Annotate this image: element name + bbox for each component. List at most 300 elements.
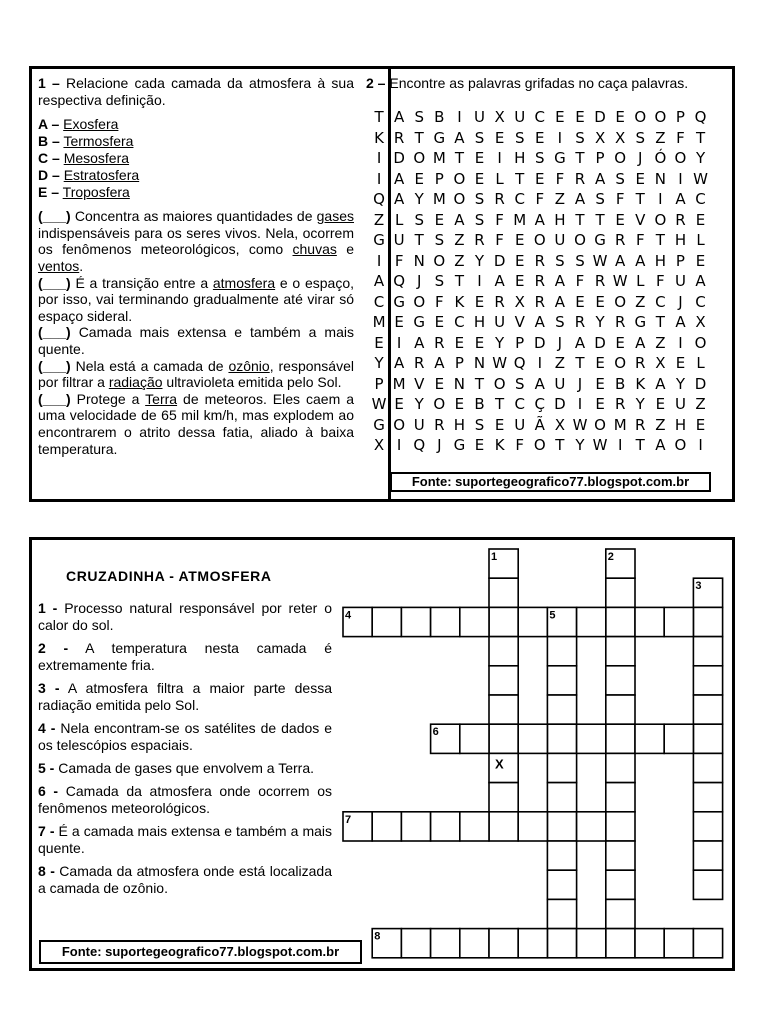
word-search-letter[interactable]: X [514,292,525,311]
word-search-letter[interactable]: O [433,251,446,270]
word-search-letter[interactable]: E [535,169,545,188]
word-search-letter[interactable]: U [494,313,506,331]
word-search-letter[interactable]: Q [373,190,385,208]
word-search-letter[interactable]: E [374,333,384,352]
word-search-letter[interactable]: F [676,128,685,147]
crossword-cell[interactable] [460,812,489,841]
word-search-letter[interactable]: S [474,415,485,434]
crossword-cell[interactable] [547,841,576,870]
word-search-letter[interactable]: T [575,210,585,229]
word-search-letter[interactable]: F [495,210,504,229]
word-search-letter[interactable]: A [534,374,545,393]
word-search-letter[interactable]: E [695,251,706,270]
word-search-letter[interactable]: A [695,272,706,290]
crossword-cell[interactable] [401,607,430,636]
word-search-letter[interactable]: O [453,169,466,188]
word-search-letter[interactable]: E [635,169,645,188]
crossword-cell[interactable] [547,666,576,695]
word-search-letter[interactable]: E [514,251,525,270]
crossword-cell[interactable] [606,753,635,782]
word-search-letter[interactable]: O [674,149,687,167]
word-search-letter[interactable]: U [514,108,526,126]
word-search-letter[interactable]: L [636,272,645,290]
word-search-letter[interactable]: H [654,251,666,270]
word-search-letter[interactable]: E [555,108,565,126]
word-search-letter[interactable]: Y [414,190,424,208]
word-search-letter[interactable]: C [695,190,706,208]
word-search-letter[interactable]: R [635,415,646,434]
word-search-letter[interactable]: D [493,251,506,270]
word-search-letter[interactable]: M [513,210,527,229]
word-search-letter[interactable]: S [414,108,424,126]
word-search-letter[interactable]: E [414,169,424,188]
word-search-letter[interactable]: E [675,354,686,372]
word-search-letter[interactable]: R [414,354,425,372]
word-search-letter[interactable]: M [372,313,386,331]
word-search-letter[interactable]: S [575,128,585,147]
crossword-cell[interactable] [489,578,518,607]
word-search-letter[interactable]: A [394,169,405,188]
word-search-letter[interactable]: A [554,272,566,290]
word-search-letter[interactable]: Q [413,436,426,454]
word-search-letter[interactable]: W [492,354,508,372]
word-search-letter[interactable]: A [655,436,666,454]
word-search-letter[interactable]: Ó [654,149,667,167]
word-search-letter[interactable]: E [695,210,706,229]
crossword-cell[interactable] [489,724,518,753]
crossword-cell[interactable] [489,666,518,695]
word-search-letter[interactable]: R [534,251,546,270]
word-search-letter[interactable]: T [575,354,585,372]
crossword-cell[interactable] [431,812,460,841]
word-search-letter[interactable]: J [638,149,643,167]
word-search-letter[interactable]: E [595,354,605,372]
word-search-letter[interactable]: R [494,190,505,208]
answer-blank[interactable]: (___) [38,357,71,374]
word-search-letter[interactable]: A [414,333,425,352]
word-search-letter[interactable]: I [537,354,543,372]
crossword-cell[interactable] [372,812,401,841]
word-search-letter[interactable]: O [614,149,627,167]
word-search-letter[interactable]: R [614,395,626,413]
word-search-letter[interactable]: E [434,313,445,331]
crossword-cell[interactable] [577,929,606,958]
crossword-cell[interactable] [693,695,722,724]
crossword-cell[interactable] [547,637,576,666]
word-search-letter[interactable]: X [655,354,666,372]
crossword-cell[interactable] [693,929,722,958]
word-search-letter[interactable]: L [696,354,705,372]
word-search-letter[interactable]: Z [554,354,566,372]
word-search-letter[interactable]: Y [675,374,686,393]
crossword-cell[interactable] [606,637,635,666]
word-search-letter[interactable]: V [635,210,646,229]
crossword-cell[interactable] [431,607,460,636]
word-search-letter[interactable]: J [577,374,583,393]
crossword-cell[interactable] [606,841,635,870]
word-search-letter[interactable]: T [374,108,384,126]
word-search-letter[interactable]: Z [373,210,385,229]
crossword-cell[interactable] [606,724,635,753]
word-search-letter[interactable]: I [698,436,703,454]
word-search-letter[interactable]: Y [374,354,384,372]
word-search-letter[interactable]: E [695,415,706,434]
word-search-letter[interactable]: R [574,313,586,331]
word-search-letter[interactable]: Z [655,128,666,147]
word-search-letter[interactable]: A [574,190,586,208]
word-search-letter[interactable]: Q [513,354,526,372]
word-search-letter[interactable]: I [497,149,502,167]
crossword-cell[interactable] [518,724,547,753]
word-search-letter[interactable]: X [494,108,505,126]
word-search-letter[interactable]: M [613,415,627,434]
word-search-letter[interactable]: I [376,149,382,167]
word-search-letter[interactable]: A [594,169,606,188]
word-search-letter[interactable]: T [515,169,525,188]
crossword-cell[interactable] [664,607,693,636]
word-search-letter[interactable]: W [572,415,588,434]
answer-blank[interactable]: (___) [38,390,71,407]
word-search-letter[interactable]: O [413,292,426,311]
word-search-letter[interactable]: E [535,128,545,147]
word-search-letter[interactable]: G [554,149,566,167]
word-search-letter[interactable]: P [454,354,464,372]
word-search-letter[interactable]: E [615,108,625,126]
crossword-cell[interactable] [489,695,518,724]
word-search-letter[interactable]: O [393,415,406,434]
word-search-letter[interactable]: I [376,251,382,270]
word-search-letter[interactable]: R [574,169,586,188]
word-search-letter[interactable]: E [394,313,404,331]
word-search-letter[interactable]: H [674,415,687,434]
word-search-letter[interactable]: K [494,436,505,454]
word-search-letter[interactable]: G [373,231,385,249]
word-search-letter[interactable]: K [454,292,465,311]
word-search-letter[interactable]: A [373,272,385,290]
crossword-cell[interactable] [547,812,576,841]
word-search-letter[interactable]: Ç [534,395,546,413]
word-search-letter[interactable]: S [514,374,525,393]
word-search-letter[interactable]: S [474,210,485,229]
word-search-letter[interactable]: N [654,169,666,188]
word-search-letter[interactable]: R [534,292,546,311]
word-search-letter[interactable]: G [594,231,606,249]
word-search-letter[interactable]: E [514,272,525,290]
word-search-letter[interactable]: J [678,292,683,311]
word-search-letter[interactable]: L [394,210,404,229]
word-search-letter[interactable]: E [454,395,465,413]
word-search-letter[interactable]: S [514,128,525,147]
word-search-letter[interactable]: D [694,374,707,393]
word-search-letter[interactable]: H [554,210,566,229]
word-search-letter[interactable]: A [675,190,686,208]
word-search-letter[interactable]: A [675,313,686,331]
word-search-letter[interactable]: P [515,333,525,352]
word-search-letter[interactable]: F [535,190,545,208]
word-search-letter[interactable]: E [474,292,485,311]
word-search-letter[interactable]: I [376,169,382,188]
word-search-letter[interactable]: O [694,333,707,352]
word-search-letter[interactable]: H [473,313,486,331]
word-search-letter[interactable]: I [617,436,623,454]
word-search-letter[interactable]: O [533,436,546,454]
word-search-letter[interactable]: X [695,313,706,331]
word-search-letter[interactable]: V [514,313,525,331]
answer-blank[interactable]: (___) [38,274,71,291]
word-search-letter[interactable]: I [678,333,683,352]
word-search-letter[interactable]: C [655,292,666,311]
answer-blank[interactable]: (___) [38,324,71,341]
word-search-letter[interactable]: N [413,251,425,270]
word-search-letter[interactable]: B [615,374,626,393]
crossword-cell[interactable] [547,783,576,812]
crossword-cell[interactable] [606,666,635,695]
crossword-cell[interactable] [547,929,576,958]
word-search-letter[interactable]: O [413,149,426,167]
word-search-letter[interactable]: K [635,374,646,393]
crossword-cell[interactable] [606,929,635,958]
word-search-letter[interactable]: T [454,272,464,290]
crossword-cell[interactable] [460,607,489,636]
word-search-letter[interactable]: Y [635,395,645,413]
crossword-cell[interactable] [606,783,635,812]
word-search-letter[interactable]: W [592,436,608,454]
crossword-cell[interactable] [372,607,401,636]
word-search-letter[interactable]: I [457,108,462,126]
word-search-letter[interactable]: Y [595,313,605,331]
word-search-letter[interactable]: S [414,210,424,229]
word-search-letter[interactable]: T [695,128,706,147]
word-search-letter[interactable]: J [417,272,422,290]
word-search-letter[interactable]: R [393,128,405,147]
word-search-letter[interactable]: O [574,231,586,249]
word-search-letter[interactable]: E [394,395,404,413]
word-search-letter[interactable]: E [494,415,505,434]
word-search-letter[interactable]: A [454,210,465,229]
word-search-letter[interactable]: T [575,149,585,167]
word-search-letter[interactable]: D [594,108,606,126]
word-search-letter[interactable]: G [453,436,466,454]
crossword-cell[interactable] [693,753,722,782]
word-search-letter[interactable]: U [554,374,566,393]
word-search-letter[interactable]: F [515,436,525,454]
word-search-letter[interactable]: E [615,333,625,352]
crossword-cell[interactable] [518,929,547,958]
word-search-letter[interactable]: O [654,108,667,126]
word-search-letter[interactable]: V [414,374,425,393]
word-search-letter[interactable]: A [574,333,586,352]
word-search-letter[interactable]: X [554,415,566,434]
crossword-cell[interactable] [635,929,664,958]
crossword-cell[interactable] [518,607,547,636]
word-search-letter[interactable]: P [374,374,384,393]
word-search-letter[interactable]: E [655,395,666,413]
word-search-letter[interactable]: A [655,374,666,393]
word-search-letter[interactable]: P [675,251,685,270]
word-search-letter[interactable]: C [534,108,546,126]
word-search-letter[interactable]: D [594,333,606,352]
word-search-letter[interactable]: F [635,231,645,249]
word-search-letter[interactable]: T [414,128,424,147]
crossword-cell[interactable] [606,899,635,928]
word-search-letter[interactable]: U [514,415,526,434]
word-search-letter[interactable]: W [592,251,608,270]
word-search-letter[interactable]: T [635,436,645,454]
word-search-letter[interactable]: P [434,169,444,188]
word-search-letter[interactable]: T [655,313,665,331]
word-search-letter[interactable]: E [474,436,485,454]
word-search-letter[interactable]: E [514,231,525,249]
word-search-letter[interactable]: A [394,190,405,208]
crossword-cell[interactable] [606,870,635,899]
word-search-letter[interactable]: R [614,313,626,331]
word-search-letter[interactable]: F [575,272,585,290]
word-search-letter[interactable]: Z [655,415,666,434]
word-search-letter[interactable]: F [555,169,565,188]
word-search-letter[interactable]: A [635,251,646,270]
crossword-cell[interactable] [693,724,722,753]
word-search-letter[interactable]: I [396,333,402,352]
word-search-letter[interactable]: E [474,333,485,352]
word-search-letter[interactable]: I [557,128,563,147]
crossword-cell[interactable] [664,724,693,753]
word-search-letter[interactable]: O [594,415,606,434]
word-search-letter[interactable]: Z [454,251,465,270]
crossword-cell[interactable] [401,812,430,841]
word-search-letter[interactable]: E [434,374,445,393]
crossword-cell[interactable] [401,929,430,958]
word-search-letter[interactable]: W [693,169,708,188]
word-search-letter[interactable]: U [413,415,425,434]
word-search-letter[interactable]: S [575,251,585,270]
word-search-letter[interactable]: B [474,395,485,413]
word-search-letter[interactable]: I [658,190,663,208]
word-search-letter[interactable]: R [474,231,485,249]
crossword-cell[interactable] [693,607,722,636]
crossword-cell[interactable] [606,695,635,724]
crossword-cell[interactable] [693,812,722,841]
word-search-letter[interactable]: C [695,292,706,311]
word-search-letter[interactable]: T [655,231,665,249]
word-search-letter[interactable]: I [678,169,683,188]
word-search-letter[interactable]: O [453,190,466,208]
word-search-letter[interactable]: O [533,231,546,249]
word-search-letter[interactable]: U [393,231,405,249]
word-search-letter[interactable]: S [595,190,605,208]
word-search-letter[interactable]: R [434,333,445,352]
word-search-letter[interactable]: T [635,190,645,208]
word-search-letter[interactable]: Z [454,231,465,249]
word-search-letter[interactable]: E [595,395,605,413]
word-search-letter[interactable]: E [474,169,485,188]
word-search-letter[interactable]: A [534,210,545,229]
word-search-letter[interactable]: H [674,231,687,249]
word-search-letter[interactable]: C [514,395,525,413]
word-search-letter[interactable]: T [595,210,605,229]
word-search-letter[interactable]: N [453,374,466,393]
word-search-letter[interactable]: C [454,313,465,331]
word-search-letter[interactable]: F [495,231,504,249]
word-search-letter[interactable]: A [615,251,626,270]
word-search-letter[interactable]: R [434,415,445,434]
word-search-letter[interactable]: U [674,272,686,290]
word-search-letter[interactable]: F [615,190,625,208]
word-search-letter[interactable]: G [413,313,426,331]
word-search-letter[interactable]: T [474,374,485,393]
word-search-letter[interactable]: Y [495,333,505,352]
word-search-letter[interactable]: D [554,395,566,413]
word-search-letter[interactable]: M [432,190,446,208]
word-search-letter[interactable]: Y [575,436,585,454]
word-search-letter[interactable]: E [494,128,505,147]
crossword-cell[interactable] [489,607,518,636]
crossword-cell[interactable] [431,929,460,958]
word-search-letter[interactable]: U [554,231,566,249]
crossword-cell[interactable] [547,724,576,753]
crossword-cell[interactable] [547,695,576,724]
word-search-letter[interactable]: S [555,313,565,331]
word-search-letter[interactable]: B [434,108,445,126]
word-search-letter[interactable]: J [557,333,563,352]
crossword-cell[interactable] [547,753,576,782]
word-search-letter[interactable]: O [674,436,687,454]
word-search-letter[interactable]: E [615,210,625,229]
crossword-cell[interactable] [635,724,664,753]
word-search-letter[interactable]: R [635,354,646,372]
word-search-letter[interactable]: Z [554,190,566,208]
word-search-letter[interactable]: O [634,108,647,126]
word-search-letter[interactable]: E [474,149,485,167]
crossword-cell[interactable] [547,899,576,928]
crossword-cell[interactable] [577,724,606,753]
word-search-letter[interactable]: R [675,210,686,229]
word-search-letter[interactable]: Y [474,251,485,270]
word-search-letter[interactable]: F [656,272,665,290]
word-search-letter[interactable]: C [373,292,385,311]
crossword-cell[interactable] [664,929,693,958]
word-search-letter[interactable]: D [393,149,405,167]
word-search-letter[interactable]: O [614,354,627,372]
crossword-cell[interactable] [547,870,576,899]
word-search-letter[interactable]: S [434,231,445,249]
crossword-cell[interactable] [693,841,722,870]
crossword-cell[interactable] [577,812,606,841]
word-search-letter[interactable]: W [612,272,628,290]
word-search-letter[interactable]: A [434,354,445,372]
word-search-letter[interactable]: O [654,210,667,229]
crossword-cell[interactable] [635,607,664,636]
word-search-letter[interactable]: E [575,292,585,311]
word-search-letter[interactable]: A [494,272,505,290]
word-search-letter[interactable]: A [394,108,405,126]
crossword-cell[interactable] [489,637,518,666]
word-search-letter[interactable]: Ã [534,415,545,434]
word-search-letter[interactable]: E [595,292,605,311]
word-search-letter[interactable]: K [374,128,384,147]
word-search-letter[interactable]: A [394,354,405,372]
word-search-letter[interactable]: S [615,169,625,188]
word-search-letter[interactable]: L [696,231,705,249]
crossword-cell[interactable] [606,812,635,841]
word-search-letter[interactable]: H [514,149,526,167]
crossword-cell[interactable] [460,929,489,958]
word-search-letter[interactable]: T [555,436,565,454]
word-search-letter[interactable]: S [434,272,445,290]
word-search-letter[interactable]: P [675,108,685,126]
word-search-letter[interactable]: Q [694,108,707,126]
word-search-letter[interactable]: C [514,190,525,208]
word-search-letter[interactable]: H [453,415,466,434]
